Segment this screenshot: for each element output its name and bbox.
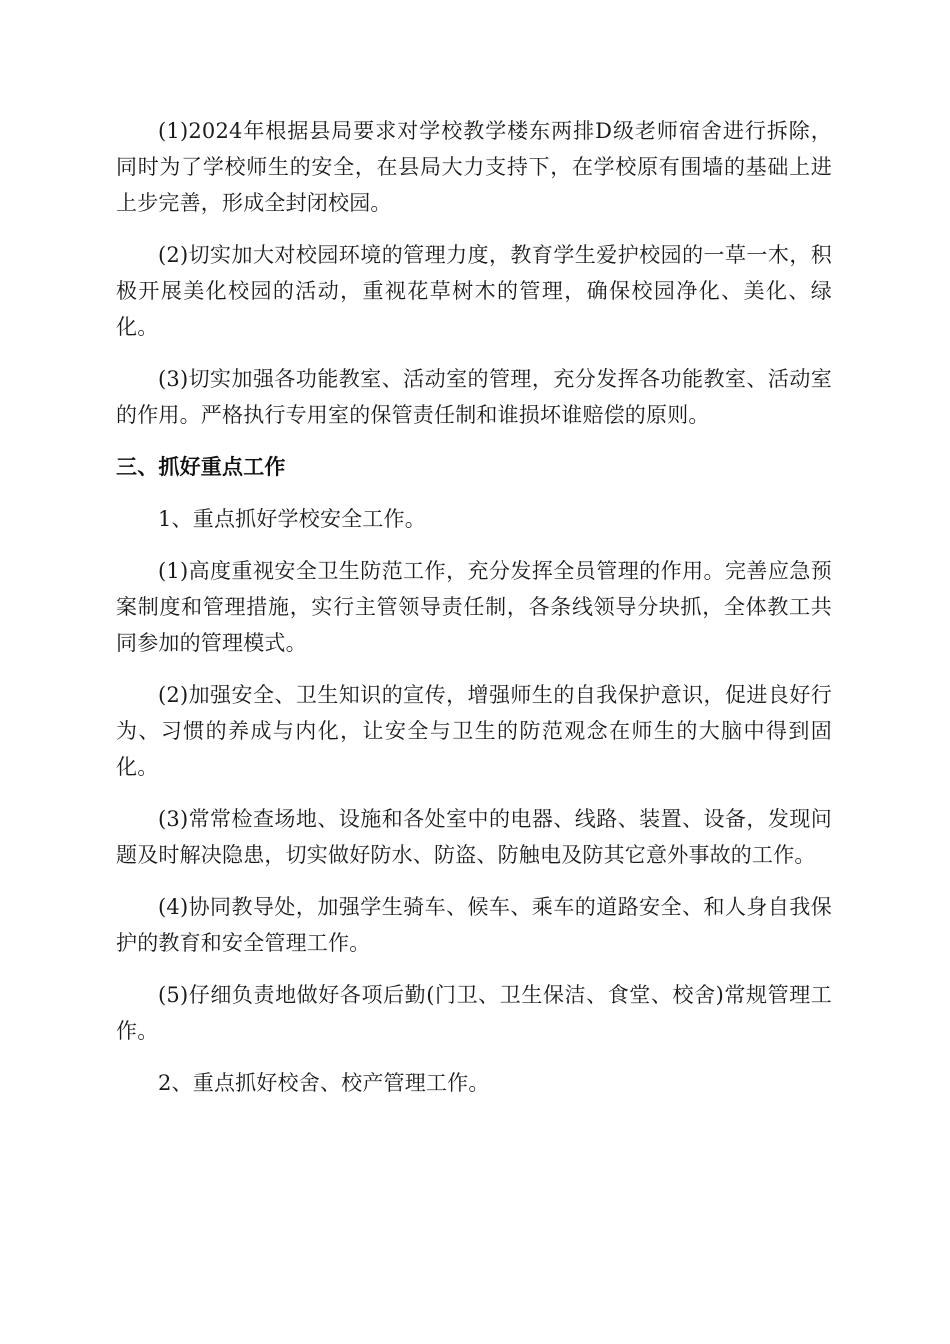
- section-heading: 三、抓好重点工作: [116, 455, 286, 479]
- paragraph-item-1: (1)2024年根据县局要求对学校教学楼东两排D级老师宿舍进行拆除，同时为了学校师生的安全，在县局大力支持下，在学校原有围墙的基础上进上步完善，形成全封闭校园。: [116, 119, 832, 215]
- subsection-title-property: 2、重点抓好校舍、校产管理工作。: [158, 1071, 490, 1095]
- paragraph-safety-5: (5)仔细负责地做好各项后勤(门卫、卫生保洁、食堂、校舍)常规管理工作。: [116, 983, 832, 1043]
- document-body: [116, 113, 832, 1117]
- paragraph-safety-3: (3)常常检查场地、设施和各处室中的电器、线路、装置、设备，发现问题及时解决隐患，切实做好防水、防盗、防触电及防其它意外事故的工作。: [116, 807, 832, 867]
- paragraph-item-2: (2)切实加大对校园环境的管理力度，教育学生爱护校园的一草一木，积极开展美化校园的活动，重视花草树木的管理，确保校园净化、美化、绿化。: [116, 243, 832, 339]
- paragraph-safety-1: (1)高度重视安全卫生防范工作，充分发挥全员管理的作用。完善应急预案制度和管理措施，实行主管领导责任制，各条线领导分块抓，全体教工共同参加的管理模式。: [116, 559, 832, 655]
- subsection-title-safety: 1、重点抓好学校安全工作。: [158, 507, 426, 531]
- paragraph-safety-4: (4)协同教导处，加强学生骑车、候车、乘车的道路安全、和人身自我保护的教育和安全管理工作。: [116, 895, 832, 955]
- paragraph-item-3: (3)切实加强各功能教室、活动室的管理，充分发挥各功能教室、活动室的作用。严格执行专用室的保管责任制和谁损坏谁赔偿的原则。: [116, 367, 832, 427]
- paragraph-safety-2: (2)加强安全、卫生知识的宣传，增强师生的自我保护意识，促进良好行为、习惯的养成与内化，让安全与卫生的防范观念在师生的大脑中得到固化。: [116, 683, 832, 779]
